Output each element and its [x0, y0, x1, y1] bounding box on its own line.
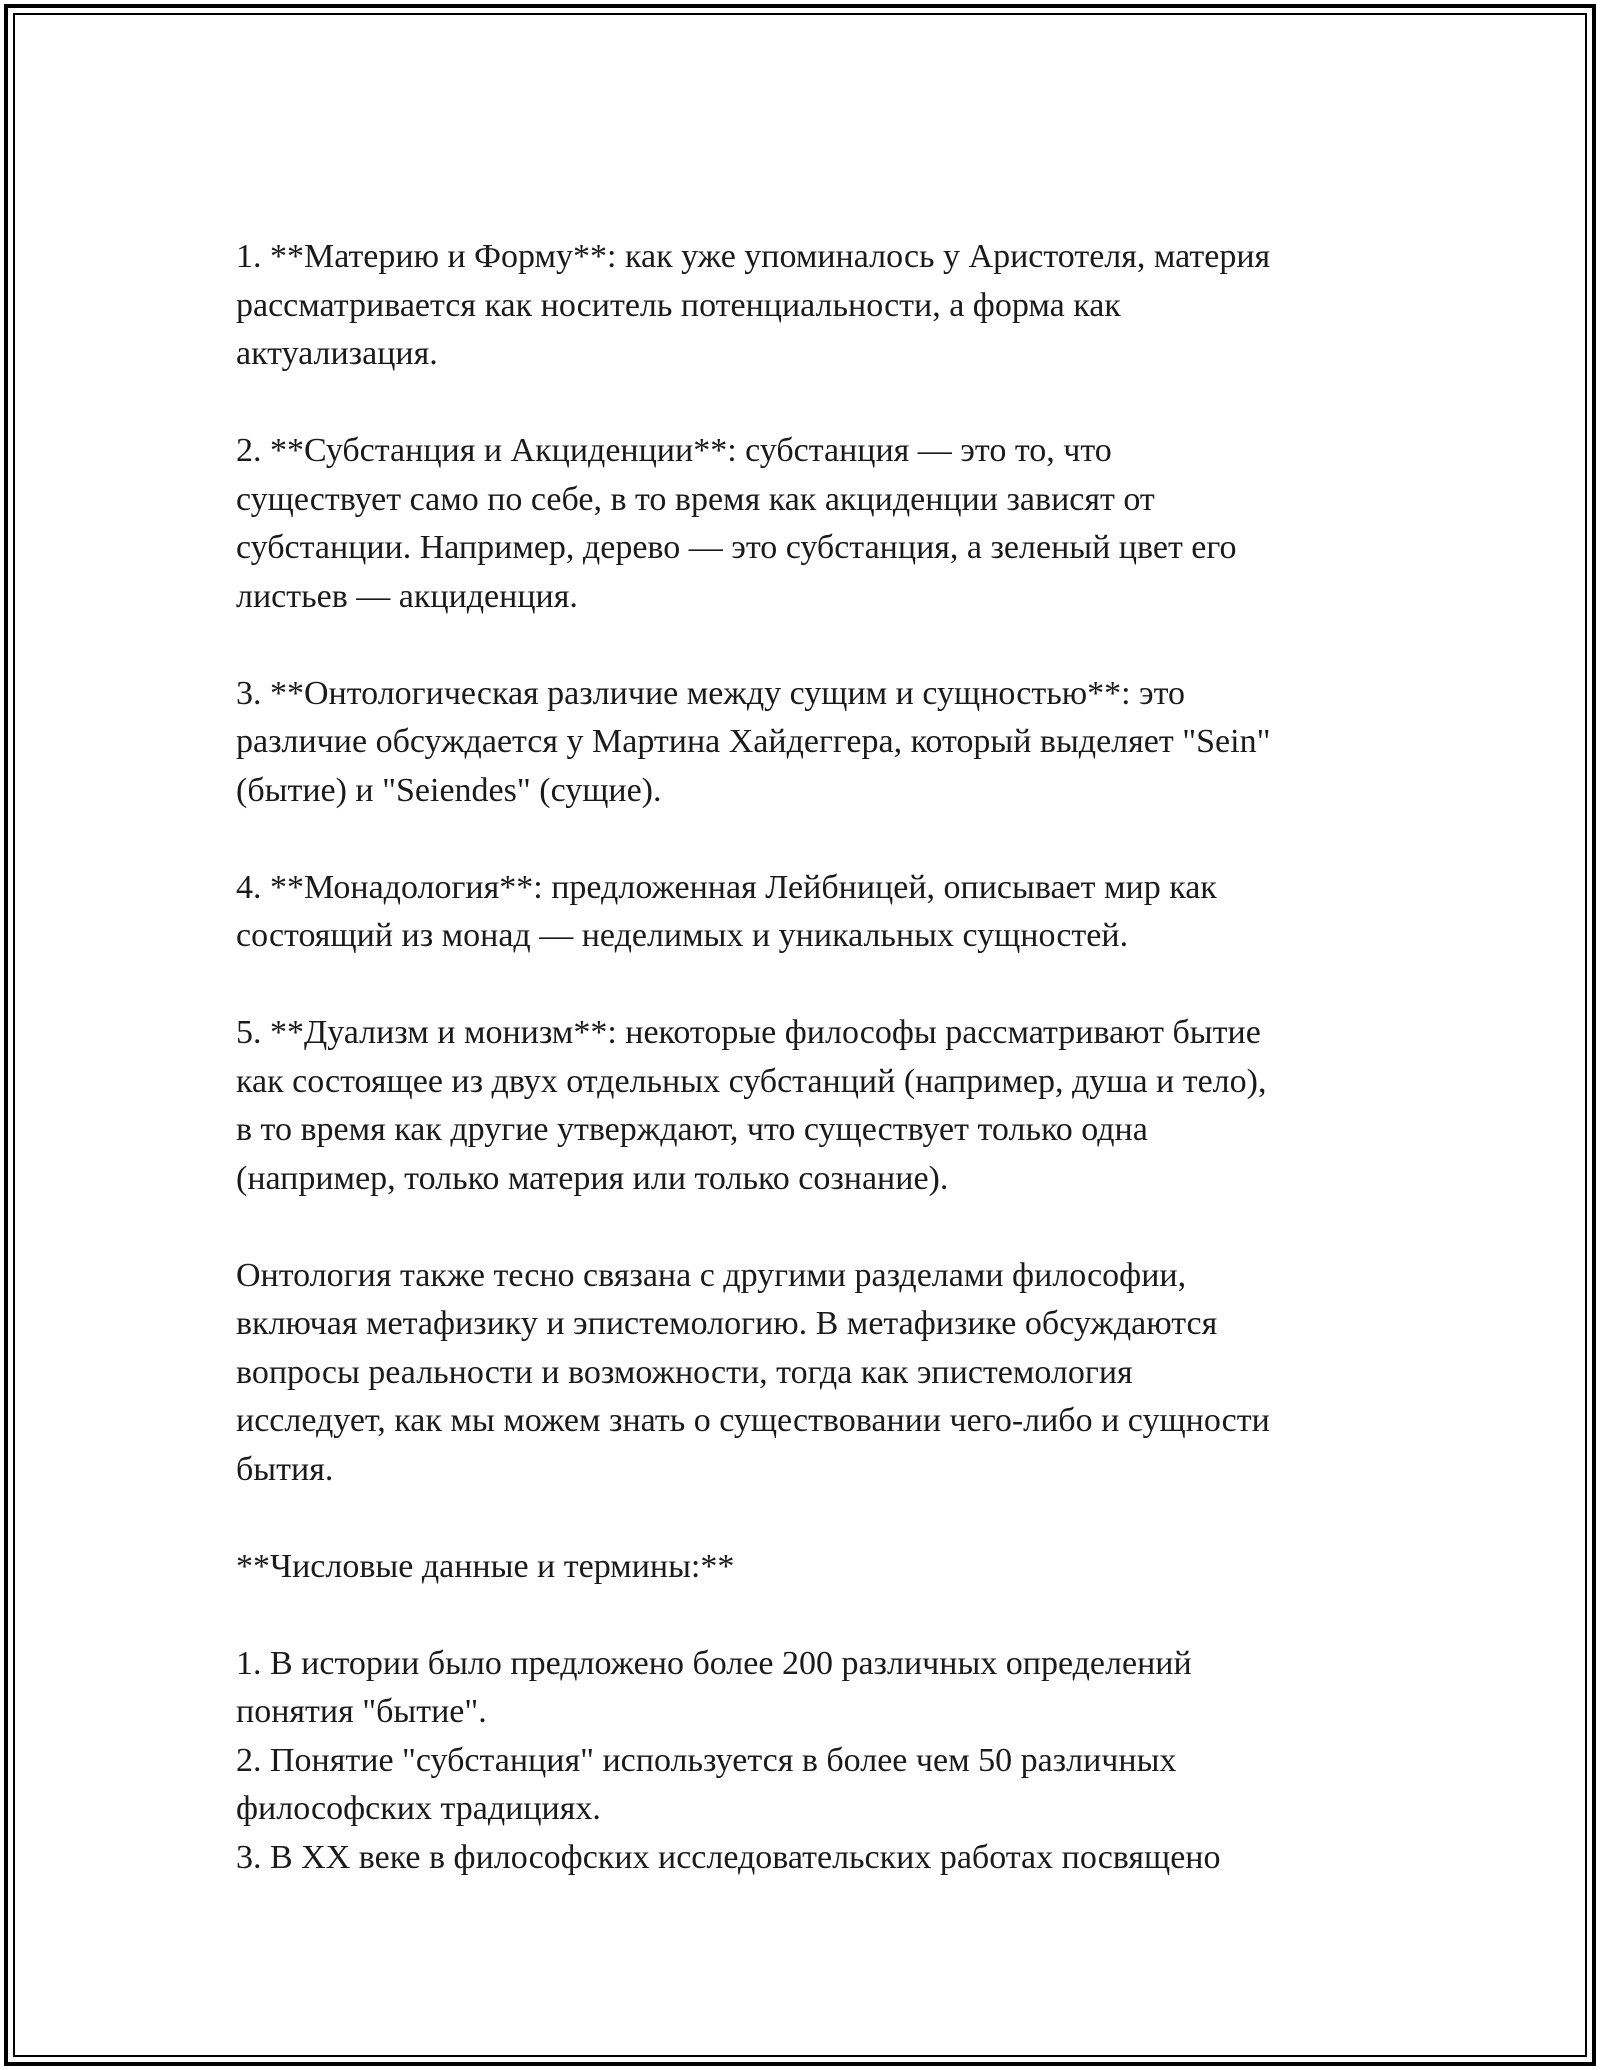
text-line: субстанции. Например, дерево — это субстанция, а зеленый цвет его	[236, 529, 1237, 566]
text-line: исследует, как мы можем знать о существовании чего-либо и сущности	[236, 1402, 1270, 1439]
text-line: актуализация.	[236, 335, 438, 372]
section-heading-numeric-data	[236, 1543, 1386, 1592]
text-line: Онтология также тесно связана с другими разделами философии,	[236, 1256, 1187, 1294]
text-line: философских традициях.	[236, 1790, 601, 1827]
text-line: 1. **Материю и Форму**: как уже упоминалось у Аристотеля, материя	[236, 238, 1271, 275]
text-line: в то время как другие утверждают, что существует только одна	[236, 1111, 1148, 1148]
text-line: 2. **Субстанция и Акциденции**: субстанция — это то, что	[236, 432, 1112, 469]
text-line: 1. В истории было предложено более 200 различных определений	[236, 1644, 1192, 1682]
list-item-dualism-monism	[236, 1009, 1386, 1203]
text-line: состоящий из монад — неделимых и уникальных сущностей.	[236, 917, 1129, 954]
text-line: (бытие) и "Seiendes" (сущие).	[236, 771, 662, 809]
text-line: различие обсуждается у Мартина Хайдеггера, который выделяет "Sein"	[236, 723, 1271, 760]
text-line: рассматривается как носитель потенциальности, а форма как	[236, 286, 1121, 324]
text-line: 3. **Онтологическая различие между сущим и сущностью**: это	[236, 674, 1186, 712]
text-line: 3. В XX веке в философских исследовательских работах посвящено	[236, 1838, 1221, 1876]
paragraph-spacer	[236, 815, 1386, 864]
numeric-data-list	[236, 1640, 1386, 1883]
text-line: вопросы реальности и возможности, тогда как эпистемология	[236, 1353, 1133, 1391]
paragraph-spacer	[236, 1494, 1386, 1543]
list-item-ontological-difference	[236, 670, 1386, 816]
ontology-paragraph	[236, 1252, 1386, 1495]
paragraph-spacer	[236, 379, 1386, 428]
text-line: включая метафизику и эпистемологию. В метафизике обсуждаются	[236, 1305, 1218, 1342]
text-line: листьев — акциденция.	[236, 577, 578, 615]
text-line: 2. Понятие "субстанция" используется в более чем 50 различных	[236, 1741, 1177, 1779]
list-item-monadology	[236, 864, 1386, 961]
text-line: как состоящее из двух отдельных субстанций (например, душа и тело),	[236, 1062, 1267, 1100]
list-item-materia-forma	[236, 233, 1386, 379]
text-line: **Числовые данные и термины:**	[236, 1547, 735, 1585]
paragraph-spacer	[236, 1203, 1386, 1252]
text-line: бытия.	[236, 1450, 334, 1488]
paragraph-spacer	[236, 1591, 1386, 1640]
text-line: 5. **Дуализм и монизм**: некоторые философы рассматривают бытие	[236, 1014, 1261, 1051]
text-line: (например, только материя или только сознание).	[236, 1159, 949, 1197]
text-line: 4. **Монадология**: предложенная Лейбницей, описывает мир как	[236, 868, 1217, 906]
text-line: понятия "бытие".	[236, 1693, 487, 1730]
paragraph-spacer	[236, 961, 1386, 1010]
text-line: существует само по себе, в то время как акциденции зависят от	[236, 480, 1155, 518]
document-body	[236, 233, 1386, 1882]
list-item-substance-accidents	[236, 427, 1386, 621]
paragraph-spacer	[236, 621, 1386, 670]
